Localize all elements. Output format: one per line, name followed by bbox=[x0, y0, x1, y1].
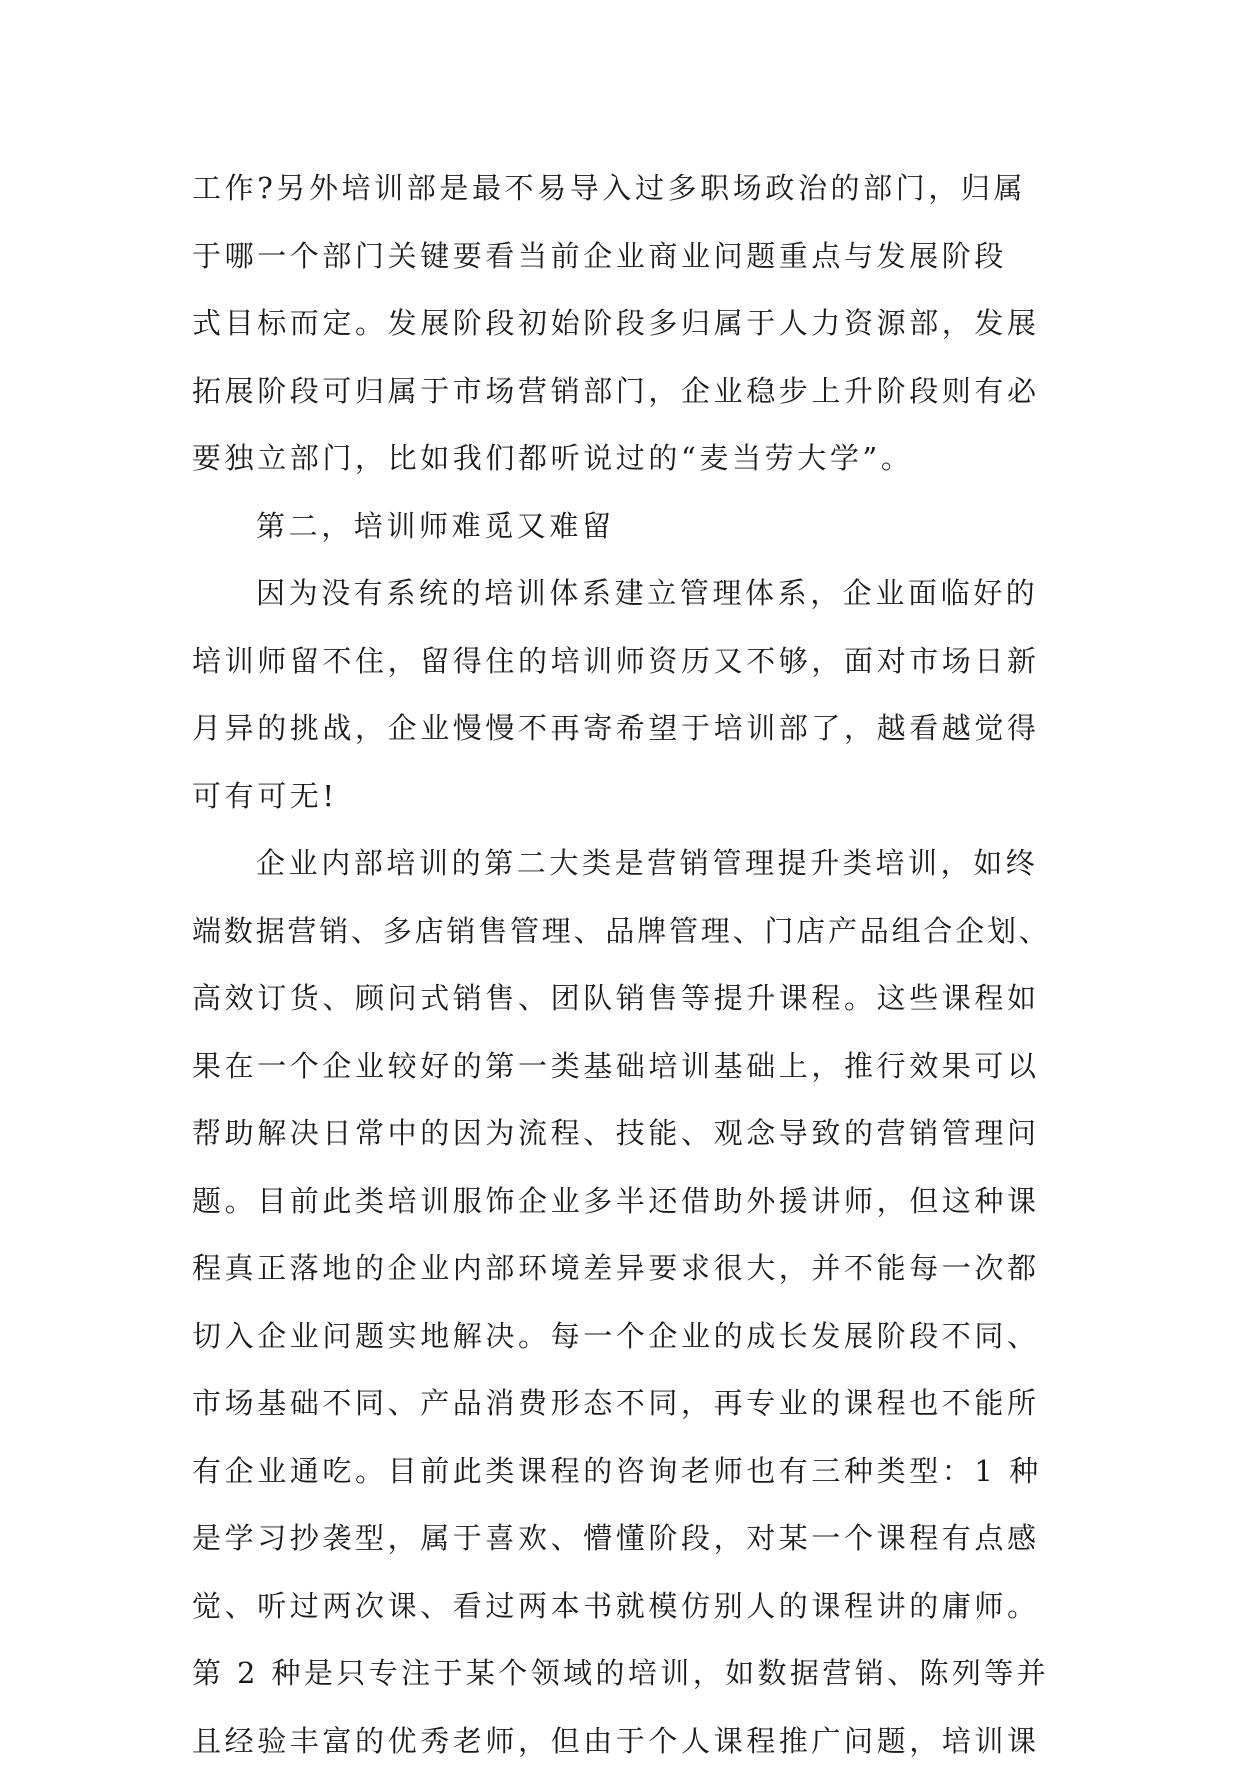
text-line: 第二，培训师难觅又难留 bbox=[192, 493, 1052, 561]
text-line: 市场基础不同、产品消费形态不同，再专业的课程也不能所 bbox=[192, 1370, 1052, 1438]
text-line: 第 2 种是只专注于某个领域的培训，如数据营销、陈列等并 bbox=[192, 1640, 1052, 1708]
text-line: 觉、听过两次课、看过两本书就模仿别人的课程讲的庸师。 bbox=[192, 1573, 1052, 1641]
text-line: 企业内部培训的第二大类是营销管理提升类培训，如终 bbox=[192, 830, 1052, 898]
text-line: 拓展阶段可归属于市场营销部门，企业稳步上升阶段则有必 bbox=[192, 358, 1052, 426]
text-line: 帮助解决日常中的因为流程、技能、观念导致的营销管理问 bbox=[192, 1100, 1052, 1168]
text-line: 式目标而定。发展阶段初始阶段多归属于人力资源部，发展 bbox=[192, 290, 1052, 358]
text-line: 高效订货、顾问式销售、团队销售等提升课程。这些课程如 bbox=[192, 965, 1052, 1033]
text-line: 可有可无! bbox=[192, 763, 1052, 831]
text-line: 有企业通吃。目前此类课程的咨询老师也有三种类型：1 种 bbox=[192, 1438, 1052, 1506]
text-line: 于哪一个部门关键要看当前企业商业问题重点与发展阶段 bbox=[192, 223, 1052, 291]
text-line: 因为没有系统的培训体系建立管理体系，企业面临好的 bbox=[192, 560, 1052, 628]
text-line: 端数据营销、多店销售管理、品牌管理、门店产品组合企划、 bbox=[192, 898, 1052, 966]
text-line: 且经验丰富的优秀老师，但由于个人课程推广问题，培训课 bbox=[192, 1708, 1052, 1775]
body-text bbox=[192, 155, 1052, 1775]
text-line: 果在一个企业较好的第一类基础培训基础上，推行效果可以 bbox=[192, 1033, 1052, 1101]
text-line: 题。目前此类培训服饰企业多半还借助外援讲师，但这种课 bbox=[192, 1168, 1052, 1236]
text-line: 月异的挑战，企业慢慢不再寄希望于培训部了，越看越觉得 bbox=[192, 695, 1052, 763]
text-line: 切入企业问题实地解决。每一个企业的成长发展阶段不同、 bbox=[192, 1303, 1052, 1371]
text-line: 是学习抄袭型，属于喜欢、懵懂阶段，对某一个课程有点感 bbox=[192, 1505, 1052, 1573]
text-line: 要独立部门，比如我们都听说过的“麦当劳大学”。 bbox=[192, 425, 1052, 493]
text-line: 程真正落地的企业内部环境差异要求很大，并不能每一次都 bbox=[192, 1235, 1052, 1303]
text-line: 培训师留不住，留得住的培训师资历又不够，面对市场日新 bbox=[192, 628, 1052, 696]
text-line: 工作?另外培训部是最不易导入过多职场政治的部门，归属 bbox=[192, 155, 1052, 223]
